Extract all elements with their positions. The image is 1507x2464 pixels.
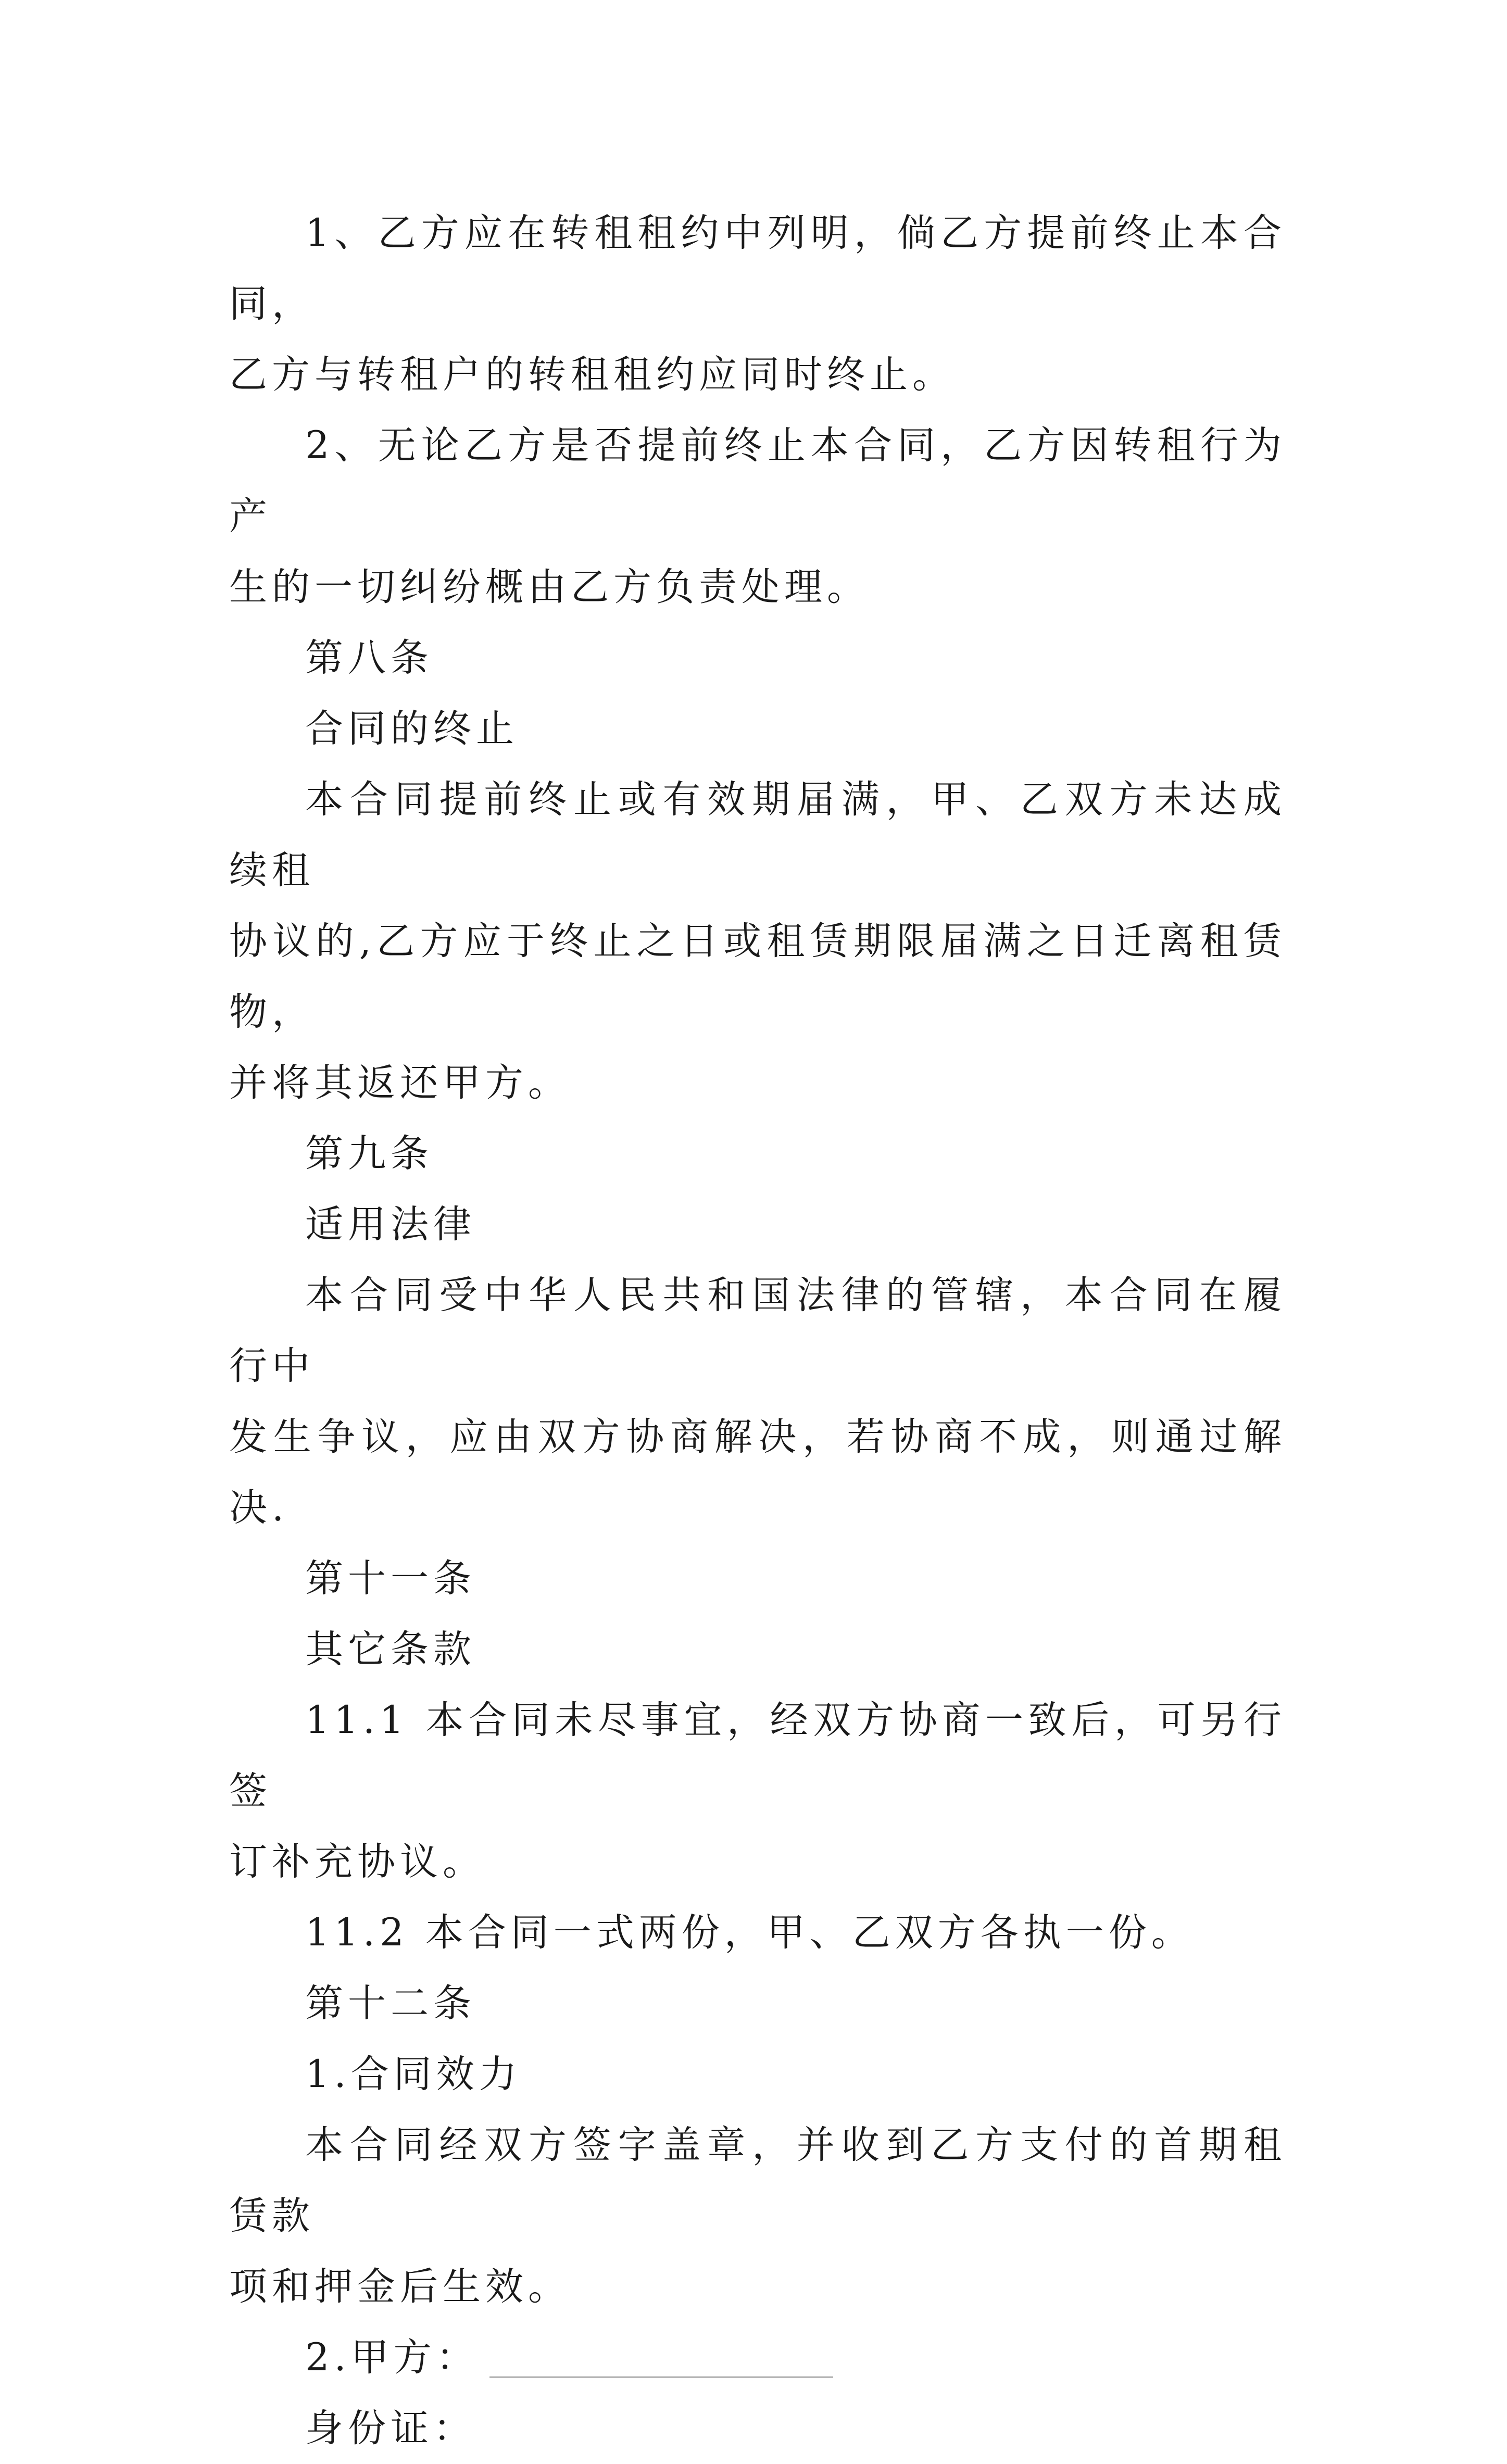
article-11-item-2	[229, 1897, 1286, 1968]
id-card-label: 身份证：	[305, 2406, 476, 2450]
text-line: 本合同提前终止或有效期届满，甲、乙双方未达成续租	[229, 777, 1286, 892]
text-line: 并将其返还甲方。	[229, 1061, 571, 1105]
text-line: 第八条	[305, 636, 433, 680]
clause-7-item-1	[229, 198, 1286, 410]
article-12-item-1-body	[229, 2110, 1286, 2322]
article-8-title	[229, 694, 1286, 764]
article-8-body	[229, 764, 1286, 1118]
text-line: 项和押金后生效。	[229, 2265, 571, 2309]
article-8-number	[229, 623, 1286, 694]
text-line: 适用法律	[305, 1202, 476, 1247]
article-11-number	[229, 1543, 1286, 1614]
party-a-blank-underline	[489, 2377, 833, 2378]
text-line: 11.1 本合同未尽事宜，经双方协商一致后，可另行签	[229, 1698, 1286, 1813]
text-line: 1.合同效力	[305, 2052, 522, 2096]
text-line: 订补充协议。	[229, 1840, 485, 1884]
text-line: 2、无论乙方是否提前终止本合同，乙方因转租行为产	[229, 423, 1286, 538]
article-11-item-1	[229, 1685, 1286, 1897]
text-line: 本合同经双方签字盖章，并收到乙方支付的首期租赁款	[229, 2123, 1286, 2238]
text-line: 发生争议，应由双方协商解决，若协商不成，则通过解决.	[229, 1415, 1286, 1530]
article-9-body	[229, 1260, 1286, 1543]
article-12-item-1-title	[229, 2039, 1286, 2110]
text-line: 11.2 本合同一式两份，甲、乙双方各执一份。	[305, 1910, 1194, 1955]
text-line: 第十一条	[305, 1556, 476, 1601]
text-line: 合同的终止	[305, 707, 519, 751]
clause-7-item-2	[229, 410, 1286, 623]
article-11-title	[229, 1614, 1286, 1685]
text-line: 第十二条	[305, 1981, 476, 2026]
article-9-title	[229, 1189, 1286, 1260]
text-line: 生的一切纠纷概由乙方负责处理。	[229, 565, 870, 609]
article-12-number	[229, 1968, 1286, 2039]
text-line: 协议的,乙方应于终止之日或租赁期限届满之日迁离租赁物，	[229, 919, 1286, 1034]
party-a-signature-line	[229, 2322, 1286, 2393]
article-9-number	[229, 1118, 1286, 1189]
document-body	[229, 198, 1286, 2464]
party-a-label: 2.甲方：	[305, 2335, 479, 2380]
text-line: 1、乙方应在转租租约中列明，倘乙方提前终止本合同，	[229, 211, 1286, 326]
text-line: 第九条	[305, 1132, 433, 1176]
text-line: 乙方与转租户的转租租约应同时终止。	[229, 353, 955, 397]
id-card-line	[229, 2393, 1286, 2464]
text-line: 其它条款	[305, 1627, 476, 1671]
text-line: 本合同受中华人民共和国法律的管辖，本合同在履行中	[229, 1273, 1286, 1388]
